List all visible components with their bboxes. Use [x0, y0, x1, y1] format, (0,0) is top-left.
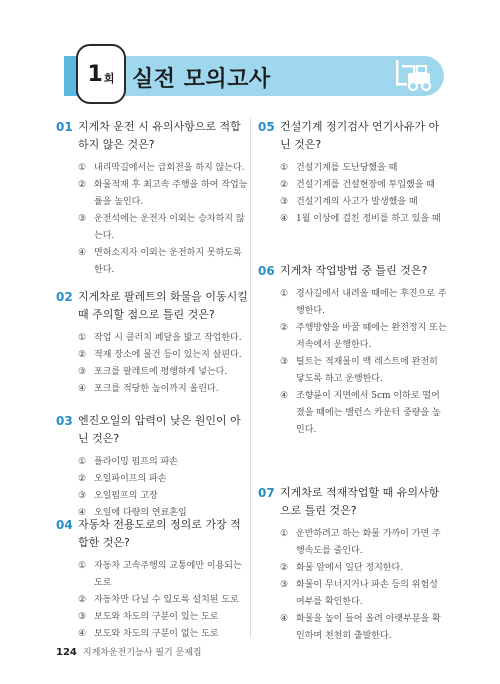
- question-text: 자동차 전용도로의 정의로 가장 적합한 것은?: [78, 518, 241, 549]
- option-mark: ④: [78, 629, 87, 639]
- question-03: [56, 412, 248, 522]
- question-text: 지게차 운전 시 유의사항으로 적합하지 않은 것은?: [78, 120, 241, 151]
- page-number: 124: [56, 647, 77, 658]
- option-mark: ③: [280, 580, 289, 590]
- question-number: 02: [56, 290, 73, 304]
- option-text: 면허소지자 이외는 운전하지 못하도록 한다.: [94, 248, 242, 275]
- option-text: 건설기계의 사고가 발생했을 때: [296, 197, 418, 207]
- answer-option: [78, 454, 248, 471]
- answer-option: [280, 560, 448, 577]
- option-mark: ②: [78, 350, 87, 360]
- option-text: 조향륜이 지면에서 5cm 이하로 떨어졌을 때에는 밸런스 카운터 중량을 높인다.: [296, 391, 441, 435]
- option-text: 화물이 무너지거나 파손 등의 위험성 여부를 확인한다.: [296, 580, 438, 607]
- question-number: 04: [56, 518, 73, 532]
- option-mark: ③: [78, 491, 87, 501]
- answer-option: [78, 609, 248, 626]
- answer-option: [280, 286, 448, 320]
- option-mark: ①: [280, 163, 289, 173]
- option-text: 1월 이상에 걸친 정비를 하고 있을 때: [296, 214, 441, 224]
- page-footer: [56, 645, 202, 658]
- option-text: 자동차 고속주행의 교통에만 이용되는 도로: [94, 561, 242, 588]
- answer-option: [78, 330, 248, 347]
- question-text: 지게차로 적재작업할 때 유의사항으로 틀린 것은?: [280, 486, 440, 517]
- option-text: 보도와 차도의 구분이 있는 도로: [94, 612, 219, 622]
- option-text: 운전석에는 운전자 이외는 승차하지 않는다.: [94, 214, 245, 241]
- option-text: 틸트는 적재물이 백 레스트에 완전히 닿도록 하고 운행한다.: [296, 357, 438, 384]
- option-text: 오일에 다량의 연료혼입: [94, 508, 187, 518]
- option-text: 운반하려고 하는 화물 가까이 가면 주행속도를 줄인다.: [296, 529, 441, 556]
- option-mark: ①: [280, 529, 289, 539]
- option-mark: ③: [78, 612, 87, 622]
- option-text: 적재 장소에 물건 등이 있는지 살핀다.: [94, 350, 242, 360]
- question-07: [258, 484, 448, 645]
- option-mark: ②: [78, 595, 87, 605]
- column-divider: [250, 118, 251, 638]
- answer-option: [78, 626, 248, 643]
- option-mark: ①: [78, 457, 87, 467]
- question-02: [56, 288, 248, 398]
- question-text: 엔진오일의 압력이 낮은 원인이 아닌 것은?: [78, 414, 241, 445]
- question-number: 01: [56, 120, 73, 134]
- question-01: [56, 118, 248, 279]
- question-text: 지게차 작업방법 중 틀린 것은?: [280, 264, 428, 277]
- answer-option: [280, 194, 448, 211]
- forklift-icon: [394, 58, 434, 92]
- answer-option: [78, 245, 248, 279]
- option-mark: ④: [78, 384, 87, 394]
- answer-option: [78, 488, 248, 505]
- answer-option: [280, 177, 448, 194]
- answer-option: [280, 577, 448, 611]
- option-text: 화물 앞에서 일단 정지한다.: [296, 563, 404, 573]
- answer-option: [78, 592, 248, 609]
- option-mark: ②: [280, 563, 289, 573]
- option-text: 주행방향을 바꿀 때에는 완전정지 또는 저속에서 운행한다.: [296, 323, 447, 350]
- option-mark: ③: [78, 367, 87, 377]
- option-mark: ②: [280, 323, 289, 333]
- option-mark: ②: [78, 180, 87, 190]
- answer-option: [280, 611, 448, 645]
- answer-option: [78, 211, 248, 245]
- option-text: 건설기계를 도난당했을 때: [296, 163, 398, 173]
- option-text: 작업 시 클러치 페달을 밟고 작업한다.: [94, 333, 242, 343]
- answer-option: [280, 160, 448, 177]
- option-mark: ②: [280, 180, 289, 190]
- option-mark: ④: [78, 508, 87, 518]
- book-title: 지게차운전기능사 필기 문제집: [82, 648, 202, 658]
- question-number: 06: [258, 264, 275, 278]
- option-mark: ①: [78, 163, 87, 173]
- answer-option: [280, 211, 448, 228]
- round-badge: [76, 44, 126, 104]
- answer-option: [280, 388, 448, 439]
- option-mark: ③: [78, 214, 87, 224]
- option-text: 화물적재 후 최고속 주행을 하여 작업능률을 높인다.: [94, 180, 248, 207]
- option-mark: ①: [78, 333, 87, 343]
- answer-option: [280, 354, 448, 388]
- answer-option: [78, 364, 248, 381]
- option-mark: ③: [280, 357, 289, 367]
- option-text: 자동차만 다닐 수 있도록 설치된 도로: [94, 595, 239, 605]
- option-text: 오일펌프의 고장: [94, 491, 158, 501]
- option-mark: ③: [280, 197, 289, 207]
- option-text: 포크를 적당한 높이까지 올린다.: [94, 384, 219, 394]
- answer-option: [78, 471, 248, 488]
- option-mark: ④: [78, 248, 87, 258]
- option-text: 화물을 높이 들어 올려 아랫부분을 확인하며 천천히 출발한다.: [296, 614, 441, 641]
- answer-option: [280, 526, 448, 560]
- option-text: 플라이밍 펌프의 파손: [94, 457, 178, 467]
- question-number: 07: [258, 486, 275, 500]
- answer-option: [78, 381, 248, 398]
- question-text: 지게차로 팔레트의 화물을 이동시킬 때 주의할 점으로 틀린 것은?: [78, 290, 248, 321]
- question-05: [258, 118, 448, 228]
- answer-option: [78, 558, 248, 592]
- option-mark: ④: [280, 214, 289, 224]
- option-text: 보도와 차도의 구분이 없는 도로: [94, 629, 219, 639]
- option-text: 내리막길에서는 급회전을 하지 않는다.: [94, 163, 245, 173]
- round-suffix: 회: [103, 72, 115, 85]
- page-title: 실전 모의고사: [132, 67, 271, 92]
- question-06: [258, 262, 448, 439]
- option-mark: ④: [280, 391, 289, 401]
- option-mark: ②: [78, 474, 87, 484]
- option-mark: ①: [78, 561, 87, 571]
- answer-option: [78, 347, 248, 364]
- question-number: 05: [258, 120, 275, 134]
- option-text: 건설기계를 건설현장에 투입했을 때: [296, 180, 435, 190]
- option-mark: ④: [280, 614, 289, 624]
- question-04: [56, 516, 248, 643]
- answer-option: [280, 320, 448, 354]
- option-text: 오일파이프의 파손: [94, 474, 167, 484]
- question-number: 03: [56, 414, 73, 428]
- option-text: 경사길에서 내려올 때에는 후진으로 주행한다.: [296, 289, 447, 316]
- round-number: 1: [87, 61, 103, 87]
- question-text: 건설기계 정기검사 연기사유가 아닌 것은?: [280, 120, 440, 151]
- answer-option: [78, 177, 248, 211]
- option-mark: ①: [280, 289, 289, 299]
- option-text: 포크를 팔레트에 평행하게 넣는다.: [94, 367, 228, 377]
- answer-option: [78, 160, 248, 177]
